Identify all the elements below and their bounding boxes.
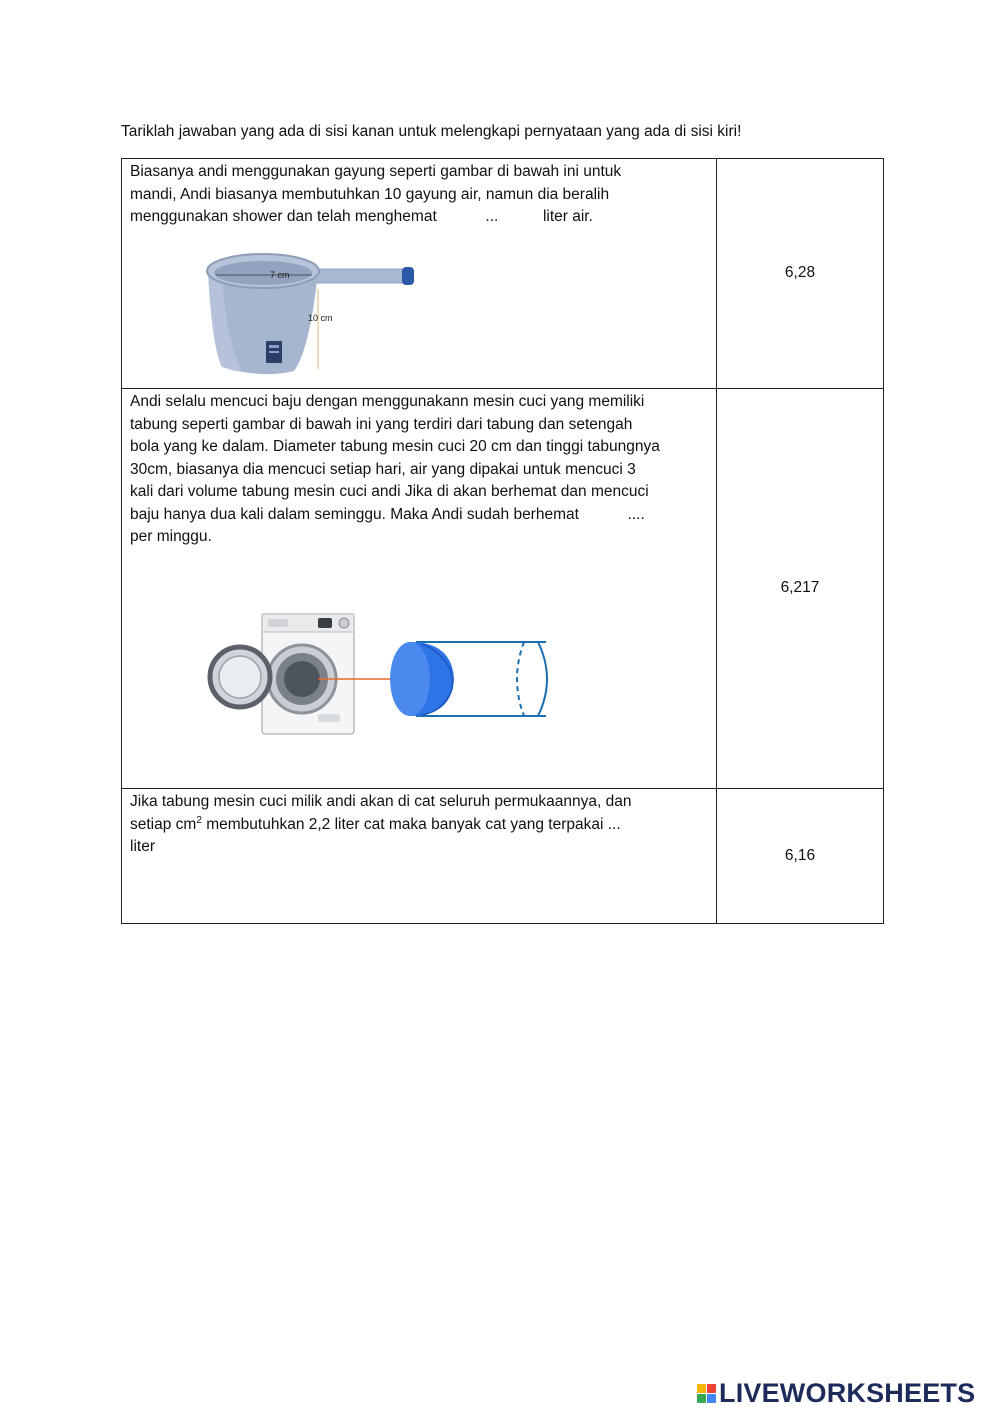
instruction-text: Tariklah jawaban yang ada di sisi kanan untuk melengkapi pernyataan yang ada di sisi kiri! [121, 123, 742, 140]
question-cell-1 [122, 159, 717, 389]
answer-cell-2[interactable] [717, 389, 884, 789]
height-label: 10 cm [308, 312, 333, 323]
logo-mark-icon [697, 1384, 716, 1403]
table-row [122, 159, 884, 389]
answer-cell-1[interactable] [717, 159, 884, 389]
table-row [122, 389, 884, 789]
answer-option-1[interactable]: 6,28 [784, 264, 816, 282]
diameter-label: 7 cm [270, 269, 290, 280]
question-cell-2 [122, 389, 717, 789]
worksheet-table [121, 158, 884, 924]
question-text-1: Biasanya andi menggunakan gayung seperti gambar di bawah ini untuk mandi, Andi biasanya membutuhkan 10 gayung air, namun dia beralih menggunakan shower dan telah menghemat ... liter air. [130, 163, 622, 225]
answer-blank-2[interactable]: .... [627, 505, 645, 523]
answer-blank-3[interactable]: ... [607, 815, 621, 833]
question-text-2: Andi selalu mencuci baju dengan menggunakann mesin cuci yang memiliki tabung seperti gambar di bawah ini yang terdiri dari tabung dan setengah bola yang ke dalam. Diameter tabung mesin cuci 20 cm dan tinggi tabungnya 30cm, biasanya dia mencuci setiap hari, air yang dipakai untuk mencuci 3 kali dari volume tabung mesin cuci andi Jika di akan berhemat dan mencuci baju hanya dua kali dalam seminggu. Maka Andi sudah berhemat .... per minggu. [130, 393, 660, 545]
question-text-3: Jika tabung mesin cuci milik andi akan di cat seluruh permukaannya, dan setiap $cm^2$ membutuhkan 2,2 liter cat maka banyak cat yang terpakai ... liter [130, 793, 632, 855]
gayung-image [122, 229, 716, 379]
logo-text: LIVEWORKSHEETS [719, 1377, 976, 1408]
answer-option-3[interactable]: 6,16 [784, 846, 816, 864]
answer-option-2[interactable]: 6,217 [780, 579, 820, 597]
liveworksheets-logo [697, 1378, 975, 1408]
question-cell-3 [122, 789, 717, 924]
table-row [122, 789, 884, 924]
answer-blank-1[interactable]: ... [485, 208, 499, 225]
washing-machine-image [122, 549, 716, 769]
answer-cell-3[interactable] [717, 789, 884, 924]
